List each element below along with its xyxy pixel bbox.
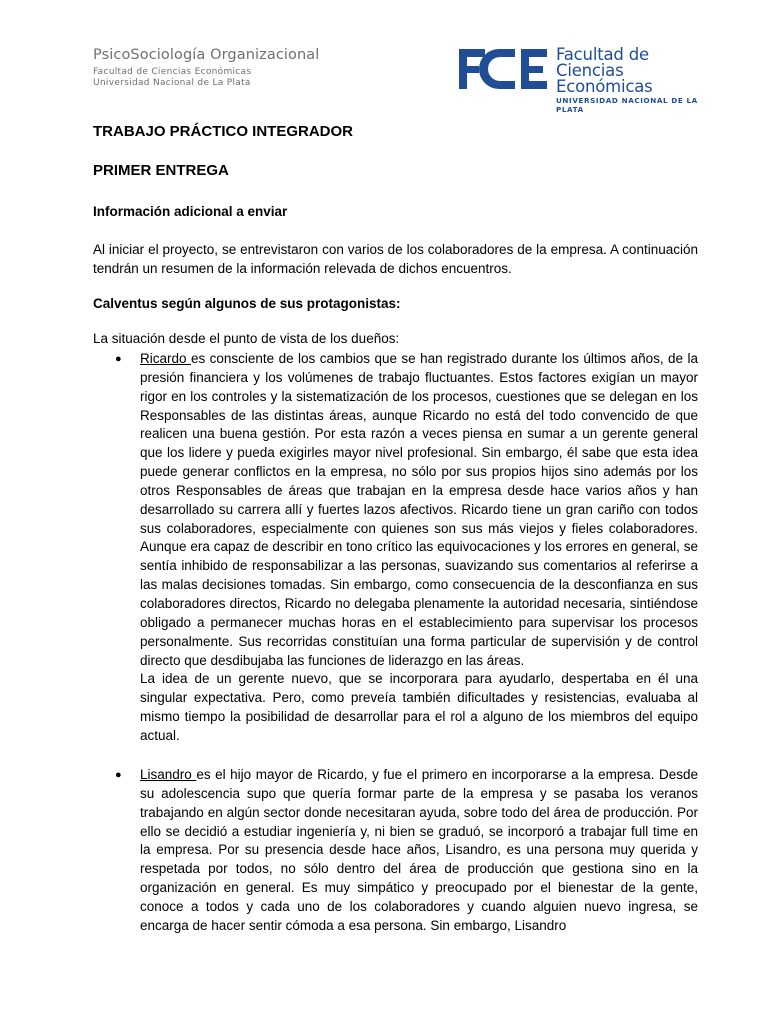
section-title: Información adicional a enviar [93,204,288,219]
faculty-name: Facultad de Ciencias Económicas [93,67,252,77]
logo-line-3: UNIVERSIDAD NACIONAL DE LA PLATA [556,96,698,114]
protagonists-heading: Calventus según algunos de sus protagonistas: [93,296,401,311]
logo-line-1: Facultad de [556,45,649,64]
bullet-icon: ● [115,769,122,781]
logo-text [556,47,724,114]
faculty-logo [459,45,724,114]
course-title: PsicoSociología Organizacional [93,47,320,63]
ricardo-paragraph-2: La idea de un gerente nuevo, que se incorporara para ayudarlo, despertaba en él una singular expectativa. Pero, como preveía también dificultades y resistencias, evaluaba al mismo tiempo la posibilidad de desarrollar para el rol a alguno de los miembros del equipo actual. [140,671,698,743]
owners-intro: La situación desde el punto de vista de los dueños: [93,331,400,346]
bullet-icon: ● [115,353,122,365]
logo-line-2: Ciencias Económicas [556,61,653,96]
page-header [93,46,319,89]
person-name: Lisandro [140,767,197,782]
list-item-ricardo [140,350,698,746]
university-name: Universidad Nacional de La Plata [93,78,251,88]
fce-logo-icon [459,47,549,91]
ricardo-paragraph [140,350,698,670]
lisandro-paragraph [140,766,698,936]
person-description: es el hijo mayor de Ricardo, y fue el primero en incorporarse a la empresa. Desde su adolescencia supo que quería formar parte de la empresa y se pasaba los veranos trabajando en algún sector donde necesitaran ayuda, sobre todo del área de producción. Por ello se decidió a estudiar ingeniería y, ni bien se graduó, se incorporó a trabajar full time en la empresa. Por su presencia desde hace años, Lisandro, es una persona muy querida y respetada por todos, no sólo dentro del área de producción que gestiona sino en la organización en general. Es muy simpático y preocupado por el bienestar de la gente, conoce a todos y cada uno de los colaboradores y cuando alguien nuevo ingresa, se encarga de hacer sentir cómoda a esa persona. Sin embargo, Lisandro [140,767,698,933]
main-title: TRABAJO PRÁCTICO INTEGRADOR [93,123,354,140]
list-item-lisandro [140,766,698,936]
svg-text:FCE: FCE [504,77,506,78]
person-name: Ricardo [140,351,191,366]
intro-paragraph: Al iniciar el proyecto, se entrevistaron con varios de los colaboradores de la empresa. A continuación tendrán un resumen de la información relevada de dichos encuentros. [93,242,698,276]
delivery-title: PRIMER ENTREGA [93,162,229,179]
person-description: es consciente de los cambios que se han registrado durante los últimos años, de la presión financiera y los volúmenes de trabajo fluctuantes. Estos factores exigían un mayor rigor en los controles y la sistematización de los procesos, cuestiones que se delegan en los Responsables de las distintas áreas, aunque Ricardo no está del todo convencido de que realicen una buena gestión. Por esta razón a veces piensa en sumar a un gerente general que los lidere y pueda exigirles mayor nivel profesional. Sin embargo, él sabe que esta idea puede generar conflictos en la empresa, no sólo por sus propios hijos sino además por los otros Responsables de áreas que trabajan en la empresa desde hace varios años y han desarrollado su carrera allí y fuertes lazos afectivos. Ricardo tiene un gran cariño con todos sus colaboradores, especialmente con quienes son sus más viejos y fieles colaboradores. Aunque era capaz de describir en tono crítico las equivocaciones y los errores en general, se sentía inhibido de responsabilizar a las personas, suavizando sus comentarios al referirse a las malas decisiones tomadas. Sin embargo, como consecuencia de la desconfianza en sus colaboradores directos, Ricardo no delegaba plenamente la autoridad necesaria, sintiéndose obligado a permanecer muchas horas en el establecimiento para supervisar los procesos personalmente. Sus recorridas constituían una forma particular de supervisión y de control directo que desdibujaba las funciones de liderazgo en las áreas. [140,351,698,668]
